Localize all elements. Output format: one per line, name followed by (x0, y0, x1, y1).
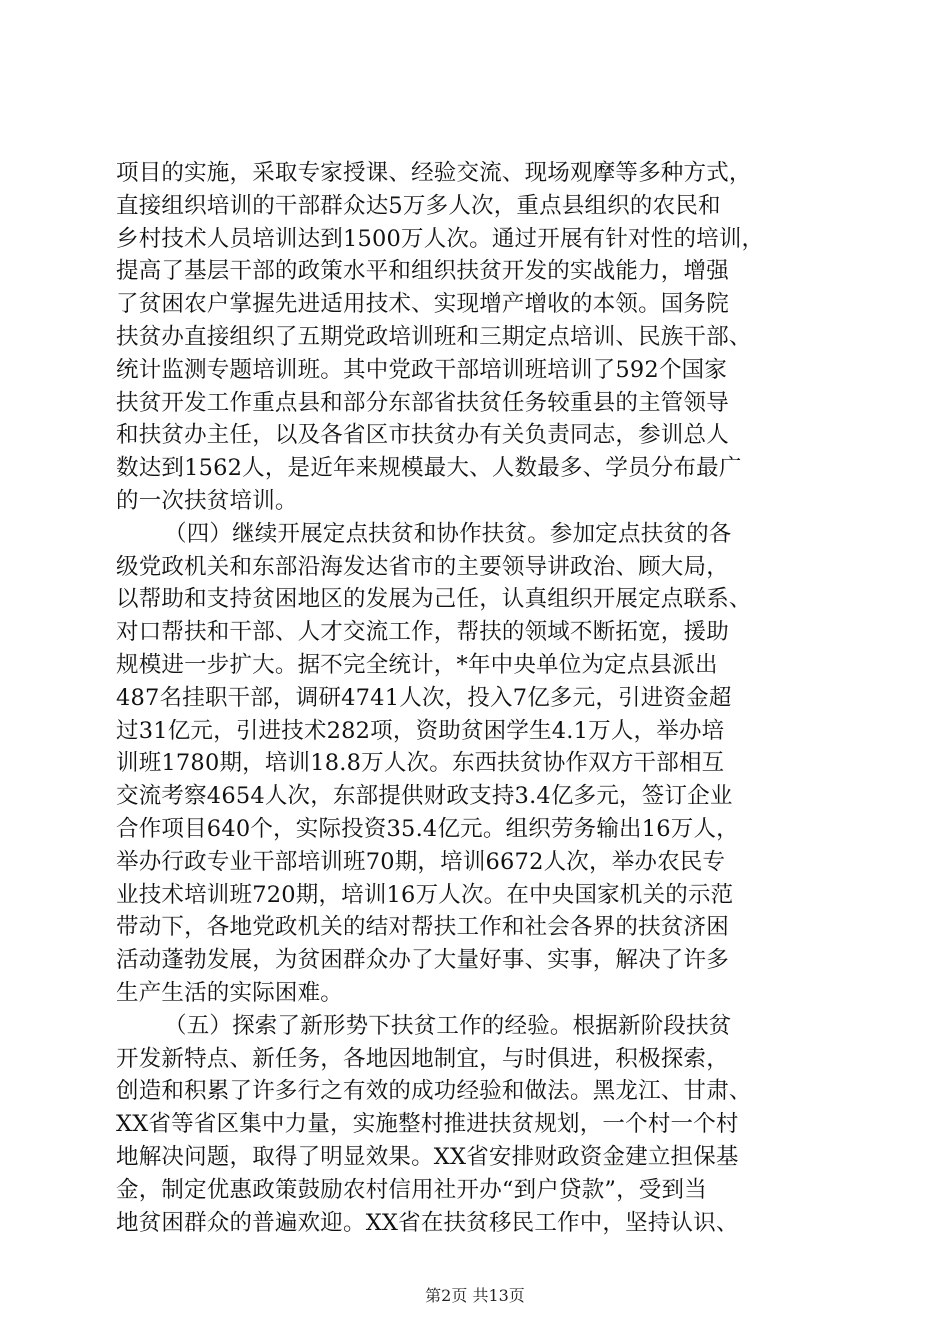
text-line: 提高了基层干部的政策水平和组织扶贫开发的实战能力，增强 (116, 258, 729, 285)
text-line: 地解决问题，取得了明显效果。XX省安排财政资金建立担保基 (116, 1143, 739, 1170)
text-line: 生产生活的实际困难。 (116, 979, 344, 1006)
text-line: 训班1780期，培训18.8万人次。东西扶贫协作双方干部相互 (116, 750, 725, 777)
text-line: 级党政机关和东部沿海发达省市的主要领导讲政治、顾大局， (116, 553, 729, 580)
text-line: 活动蓬勃发展，为贫困群众办了大量好事、实事，解决了许多 (116, 947, 729, 974)
text-line: 487名挂职干部，调研4741人次，投入7亿多元，引进资金超 (116, 684, 732, 711)
text-line: 对口帮扶和干部、人才交流工作，帮扶的领域不断拓宽，援助 (116, 619, 729, 646)
section-heading-line: （五）探索了新形势下扶贫工作的经验。根据新阶段扶贫 (164, 1012, 732, 1039)
text-line: 以帮助和支持贫困地区的发展为己任，认真组织开展定点联系、 (116, 586, 752, 613)
text-line: 直接组织培训的干部群众达5万多人次，重点县组织的农民和 (116, 192, 721, 219)
text-line: 交流考察4654人次，东部提供财政支持3.4亿多元，签订企业 (116, 783, 733, 810)
document-body (116, 157, 828, 1239)
text-line: 业技术培训班720期，培训16万人次。在中央国家机关的示范 (116, 881, 734, 908)
text-line: 项目的实施，采取专家授课、经验交流、现场观摩等多种方式， (116, 160, 752, 186)
text-line: 扶贫开发工作重点县和部分东部省扶贫任务较重县的主管领导 (116, 389, 729, 416)
text-line: 和扶贫办主任，以及各省区市扶贫办有关负责同志，参训总人 (116, 422, 729, 449)
text-line: 过31亿元，引进技术282项，资助贫困学生4.1万人，举办培 (116, 717, 725, 744)
text-line: 数达到1562人，是近年来规模最大、人数最多、学员分布最广 (116, 455, 742, 482)
text-line: 带动下，各地党政机关的结对帮扶工作和社会各界的扶贫济困 (116, 914, 729, 941)
text-line: 的一次扶贫培训。 (116, 487, 298, 514)
section-heading-line: （四）继续开展定点扶贫和协作扶贫。参加定点扶贫的各 (164, 520, 732, 547)
text-line: 金，制定优惠政策鼓励农村信用社开办“到户贷款”，受到当 (116, 1176, 707, 1203)
text-line: 统计监测专题培训班。其中党政干部培训班培训了592个国家 (116, 356, 728, 383)
text-line: 扶贫办直接组织了五期党政培训班和三期定点培训、民族干部、 (116, 323, 752, 350)
text-line: 规模进一步扩大。据不完全统计，*年中央单位为定点县派出 (116, 651, 718, 678)
text-line: 了贫困农户掌握先进适用技术、实现增产增收的本领。国务院 (116, 291, 729, 318)
text-line: 合作项目640个，实际投资35.4亿元。组织劳务输出16万人， (116, 815, 739, 842)
text-line: 开发新特点、新任务，各地因地制宜，与时俱进，积极探索， (116, 1045, 729, 1072)
page-number-footer: 第2页 共13页 (425, 1286, 525, 1305)
text-line: 乡村技术人员培训达到1500万人次。通过开展有针对性的培训， (116, 225, 765, 252)
text-line: 地贫困群众的普遍欢迎。XX省在扶贫移民工作中，坚持认识、 (116, 1209, 739, 1236)
text-line: 创造和积累了许多行之有效的成功经验和做法。黑龙江、甘肃、 (116, 1078, 752, 1105)
text-line: XX省等省区集中力量，实施整村推进扶贫规划，一个村一个村 (116, 1111, 739, 1138)
text-line: 举办行政专业干部培训班70期，培训6672人次，举办农民专 (116, 848, 726, 875)
